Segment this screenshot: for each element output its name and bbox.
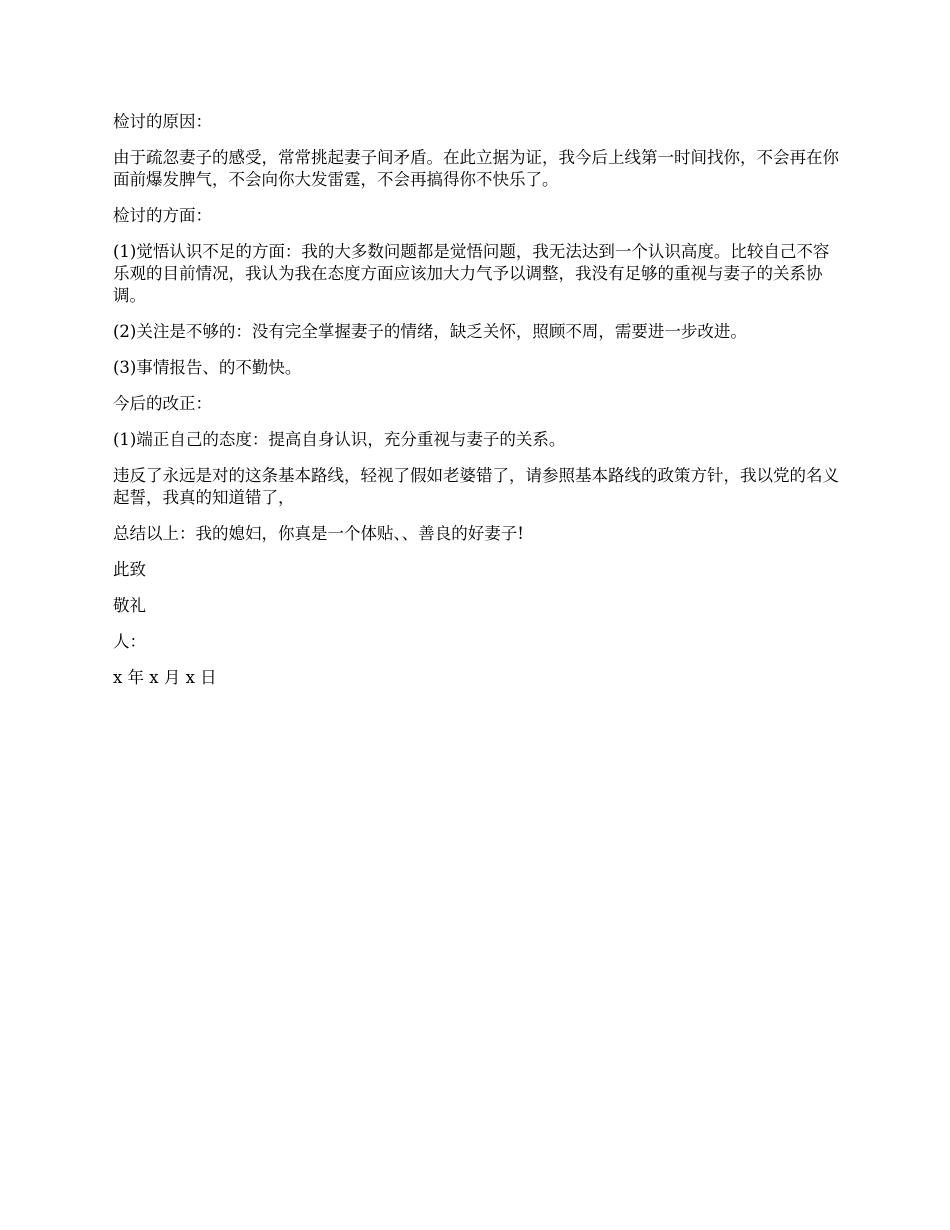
section-heading-aspects: 检讨的方面：: [113, 206, 212, 225]
paragraph-reason-text: 由于疏忽妻子的感受，常常挑起妻子间矛盾。在此立据为证，我今后上线第一时间找你，不会再在你面前爆发脾气，不会向你大发雷霆，不会再搞得你不快乐了。: [113, 148, 839, 189]
paragraph-aspect-2: (2)关注是不够的：没有完全掌握妻子的情绪，缺乏关怀，照顾不周，需要进一步改进。: [113, 322, 747, 341]
paragraph-summary: 总结以上：我的媳妇，你真是一个体贴、、善良的好妻子!: [113, 524, 524, 543]
signature-line: 人：: [113, 632, 146, 651]
paragraph-aspect-1: (1)觉悟认识不足的方面：我的大多数问题都是觉悟问题，我无法达到一个认识高度。比较自己不容乐观的目前情况，我认为我在态度方面应该加大力气予以调整，我没有足够的重视与妻子的关系协调。: [113, 242, 830, 305]
paragraph-vow: 违反了永远是对的这条基本路线，轻视了假如老婆错了，请参照基本路线的政策方针，我以党的名义起誓，我真的知道错了，: [113, 466, 839, 507]
section-heading-reason: 检讨的原因：: [113, 112, 212, 131]
paragraph-aspect-3: (3)事情报告、的不勤快。: [113, 358, 302, 377]
date-line: x 年 x 月 x 日: [113, 668, 217, 687]
document-body: [113, 111, 843, 703]
closing-salutation-2: 敬礼: [113, 596, 146, 615]
paragraph-correction-1: (1)端正自己的态度：提高自身认识，充分重视与妻子的关系。: [113, 430, 566, 449]
section-heading-corrections: 今后的改正：: [113, 394, 212, 413]
closing-salutation-1: 此致: [113, 560, 146, 579]
